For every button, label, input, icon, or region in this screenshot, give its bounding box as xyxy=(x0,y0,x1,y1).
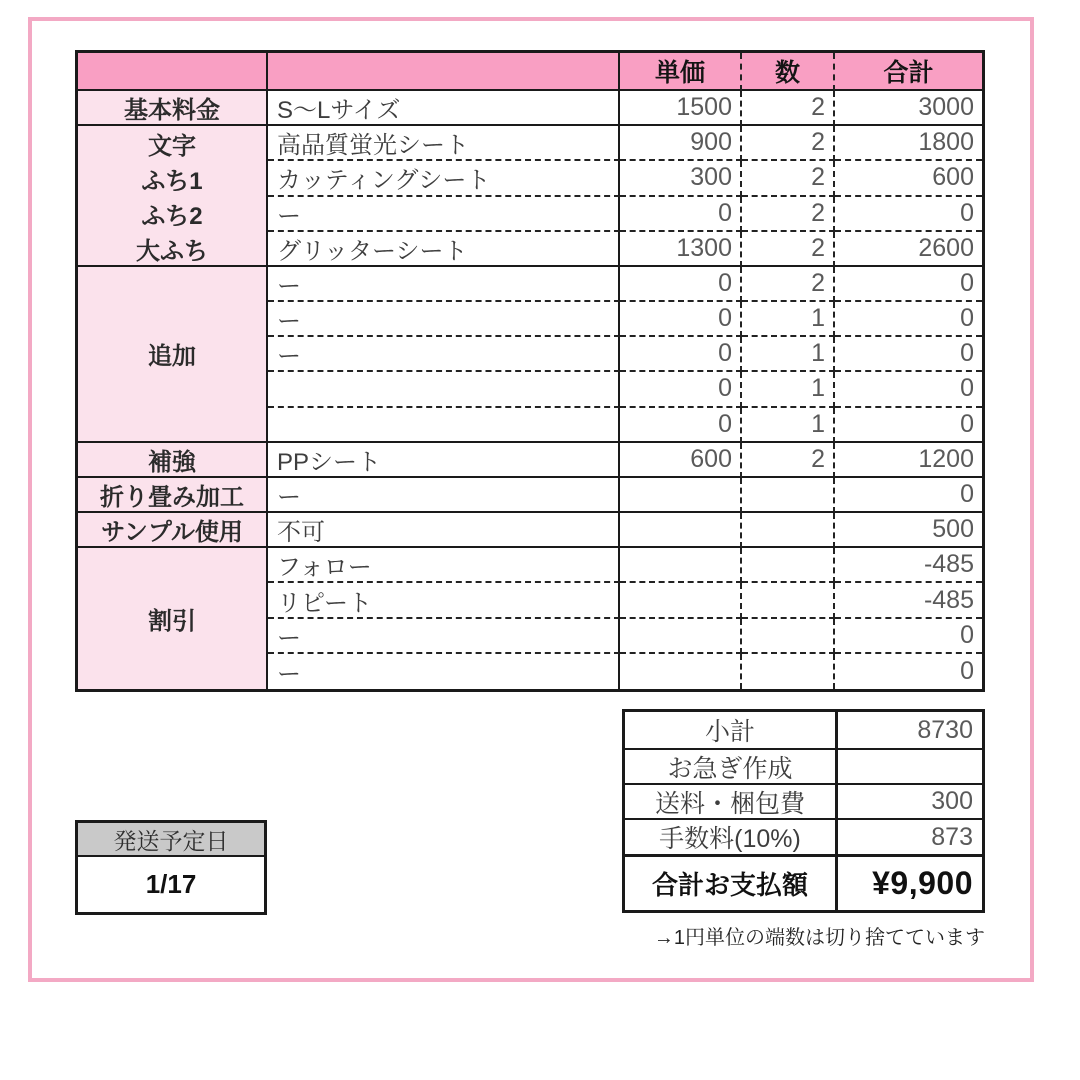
category-label-cell: 折り畳み加工 xyxy=(78,478,268,513)
shipping-date-box xyxy=(75,820,267,915)
unit-price-cell xyxy=(620,548,742,583)
summary-row-label-subtotal: 小計 xyxy=(625,712,838,748)
quantity-cell: 2 xyxy=(742,443,835,478)
item-description-cell: リピート xyxy=(268,583,620,618)
quantity-cell: 1 xyxy=(742,337,835,372)
unit-price-cell: 0 xyxy=(620,267,742,302)
item-description-cell: ー xyxy=(268,619,620,654)
summary-table xyxy=(622,709,985,913)
rounding-note: →1円単位の端数は切り捨てています xyxy=(653,927,985,949)
item-description-cell: グリッターシート xyxy=(268,232,620,267)
unit-price-cell: 600 xyxy=(620,443,742,478)
line-total-cell: 1800 xyxy=(835,126,982,161)
unit-price-cell: 300 xyxy=(620,161,742,196)
summary-row-value-commission: 873 xyxy=(838,818,982,854)
summary-row-value-shipping-fee: 300 xyxy=(838,783,982,818)
quantity-cell xyxy=(742,619,835,654)
summary-row-label-commission: 手数料(10%) xyxy=(625,818,838,854)
category-label-cell: 補強 xyxy=(78,443,268,478)
quantity-cell: 1 xyxy=(742,408,835,443)
quantity-cell: 2 xyxy=(742,91,835,126)
item-description-cell: フォロー xyxy=(268,548,620,583)
line-total-cell: 0 xyxy=(835,372,982,407)
unit-price-cell xyxy=(620,583,742,618)
pricing-table xyxy=(75,50,985,692)
line-total-cell: 0 xyxy=(835,408,982,443)
line-total-cell: 0 xyxy=(835,197,982,232)
unit-price-cell: 0 xyxy=(620,197,742,232)
item-description-cell: 高品質蛍光シート xyxy=(268,126,620,161)
item-description-cell: カッティングシート xyxy=(268,161,620,196)
line-total-cell: 500 xyxy=(835,513,982,548)
item-description-cell: ー xyxy=(268,197,620,232)
col-header-unit-price: 単価 xyxy=(620,53,742,91)
col-header-blank-description xyxy=(268,53,620,91)
summary-row-label-grand-total: 合計お支払額 xyxy=(625,854,838,910)
unit-price-cell: 1300 xyxy=(620,232,742,267)
item-description-cell: 不可 xyxy=(268,513,620,548)
line-total-cell: 0 xyxy=(835,478,982,513)
item-description-cell: PPシート xyxy=(268,443,620,478)
category-label-cell: 基本料金 xyxy=(78,91,268,126)
line-total-cell: -485 xyxy=(835,548,982,583)
quantity-cell: 1 xyxy=(742,372,835,407)
quantity-cell: 2 xyxy=(742,126,835,161)
unit-price-cell: 0 xyxy=(620,302,742,337)
summary-row-label-rush: お急ぎ作成 xyxy=(625,748,838,783)
item-description-cell: ー xyxy=(268,302,620,337)
quantity-cell xyxy=(742,583,835,618)
line-total-cell: 1200 xyxy=(835,443,982,478)
item-description-cell: S〜Lサイズ xyxy=(268,91,620,126)
quantity-cell: 2 xyxy=(742,197,835,232)
category-label: 文字 xyxy=(148,132,196,160)
unit-price-cell: 1500 xyxy=(620,91,742,126)
unit-price-cell xyxy=(620,513,742,548)
quantity-cell: 1 xyxy=(742,302,835,337)
summary-row-value-subtotal: 8730 xyxy=(917,715,973,744)
col-header-quantity: 数 xyxy=(742,53,835,91)
category-label-cell: 追加 xyxy=(78,267,268,443)
item-description-cell: ー xyxy=(268,337,620,372)
unit-price-cell: 900 xyxy=(620,126,742,161)
category-label: 大ふち xyxy=(136,237,208,265)
category-label: ふち1 xyxy=(141,167,203,195)
line-total-cell: 2600 xyxy=(835,232,982,267)
quantity-cell xyxy=(742,513,835,548)
quantity-cell: 2 xyxy=(742,232,835,267)
category-label-cell: 割引 xyxy=(78,548,268,689)
unit-price-cell: 0 xyxy=(620,408,742,443)
unit-price-cell: 0 xyxy=(620,372,742,407)
quantity-cell: 2 xyxy=(742,267,835,302)
unit-price-cell xyxy=(620,619,742,654)
category-label-cell xyxy=(78,126,268,267)
item-description-cell xyxy=(268,372,620,407)
shipping-date-value: 1/17 xyxy=(145,869,197,899)
category-label-cell: サンプル使用 xyxy=(78,513,268,548)
item-description-cell: ー xyxy=(268,267,620,302)
quantity-cell: 2 xyxy=(742,161,835,196)
unit-price-cell xyxy=(620,478,742,513)
item-description-cell: ー xyxy=(268,478,620,513)
line-total-cell: 3000 xyxy=(835,91,982,126)
quantity-cell xyxy=(742,548,835,583)
line-total-cell: 0 xyxy=(835,267,982,302)
summary-row-label-shipping-fee: 送料・梱包費 xyxy=(625,783,838,818)
line-total-cell: 0 xyxy=(835,302,982,337)
item-description-cell xyxy=(268,408,620,443)
unit-price-cell xyxy=(620,654,742,689)
category-label: ふち2 xyxy=(141,202,203,230)
col-header-blank-category xyxy=(78,53,268,91)
quantity-cell xyxy=(742,654,835,689)
line-total-cell: 0 xyxy=(835,619,982,654)
line-total-cell: 0 xyxy=(960,656,974,685)
unit-price-cell: 0 xyxy=(620,337,742,372)
summary-row-value-grand-total: ¥9,900 xyxy=(838,854,982,910)
line-total-cell: 0 xyxy=(835,337,982,372)
shipping-date-header: 発送予定日 xyxy=(78,823,264,857)
item-description-cell: ー xyxy=(268,654,620,689)
quantity-cell xyxy=(742,478,835,513)
line-total-cell: -485 xyxy=(835,583,982,618)
line-total-cell: 600 xyxy=(835,161,982,196)
col-header-total: 合計 xyxy=(835,53,982,91)
summary-row-value-rush xyxy=(838,748,982,783)
